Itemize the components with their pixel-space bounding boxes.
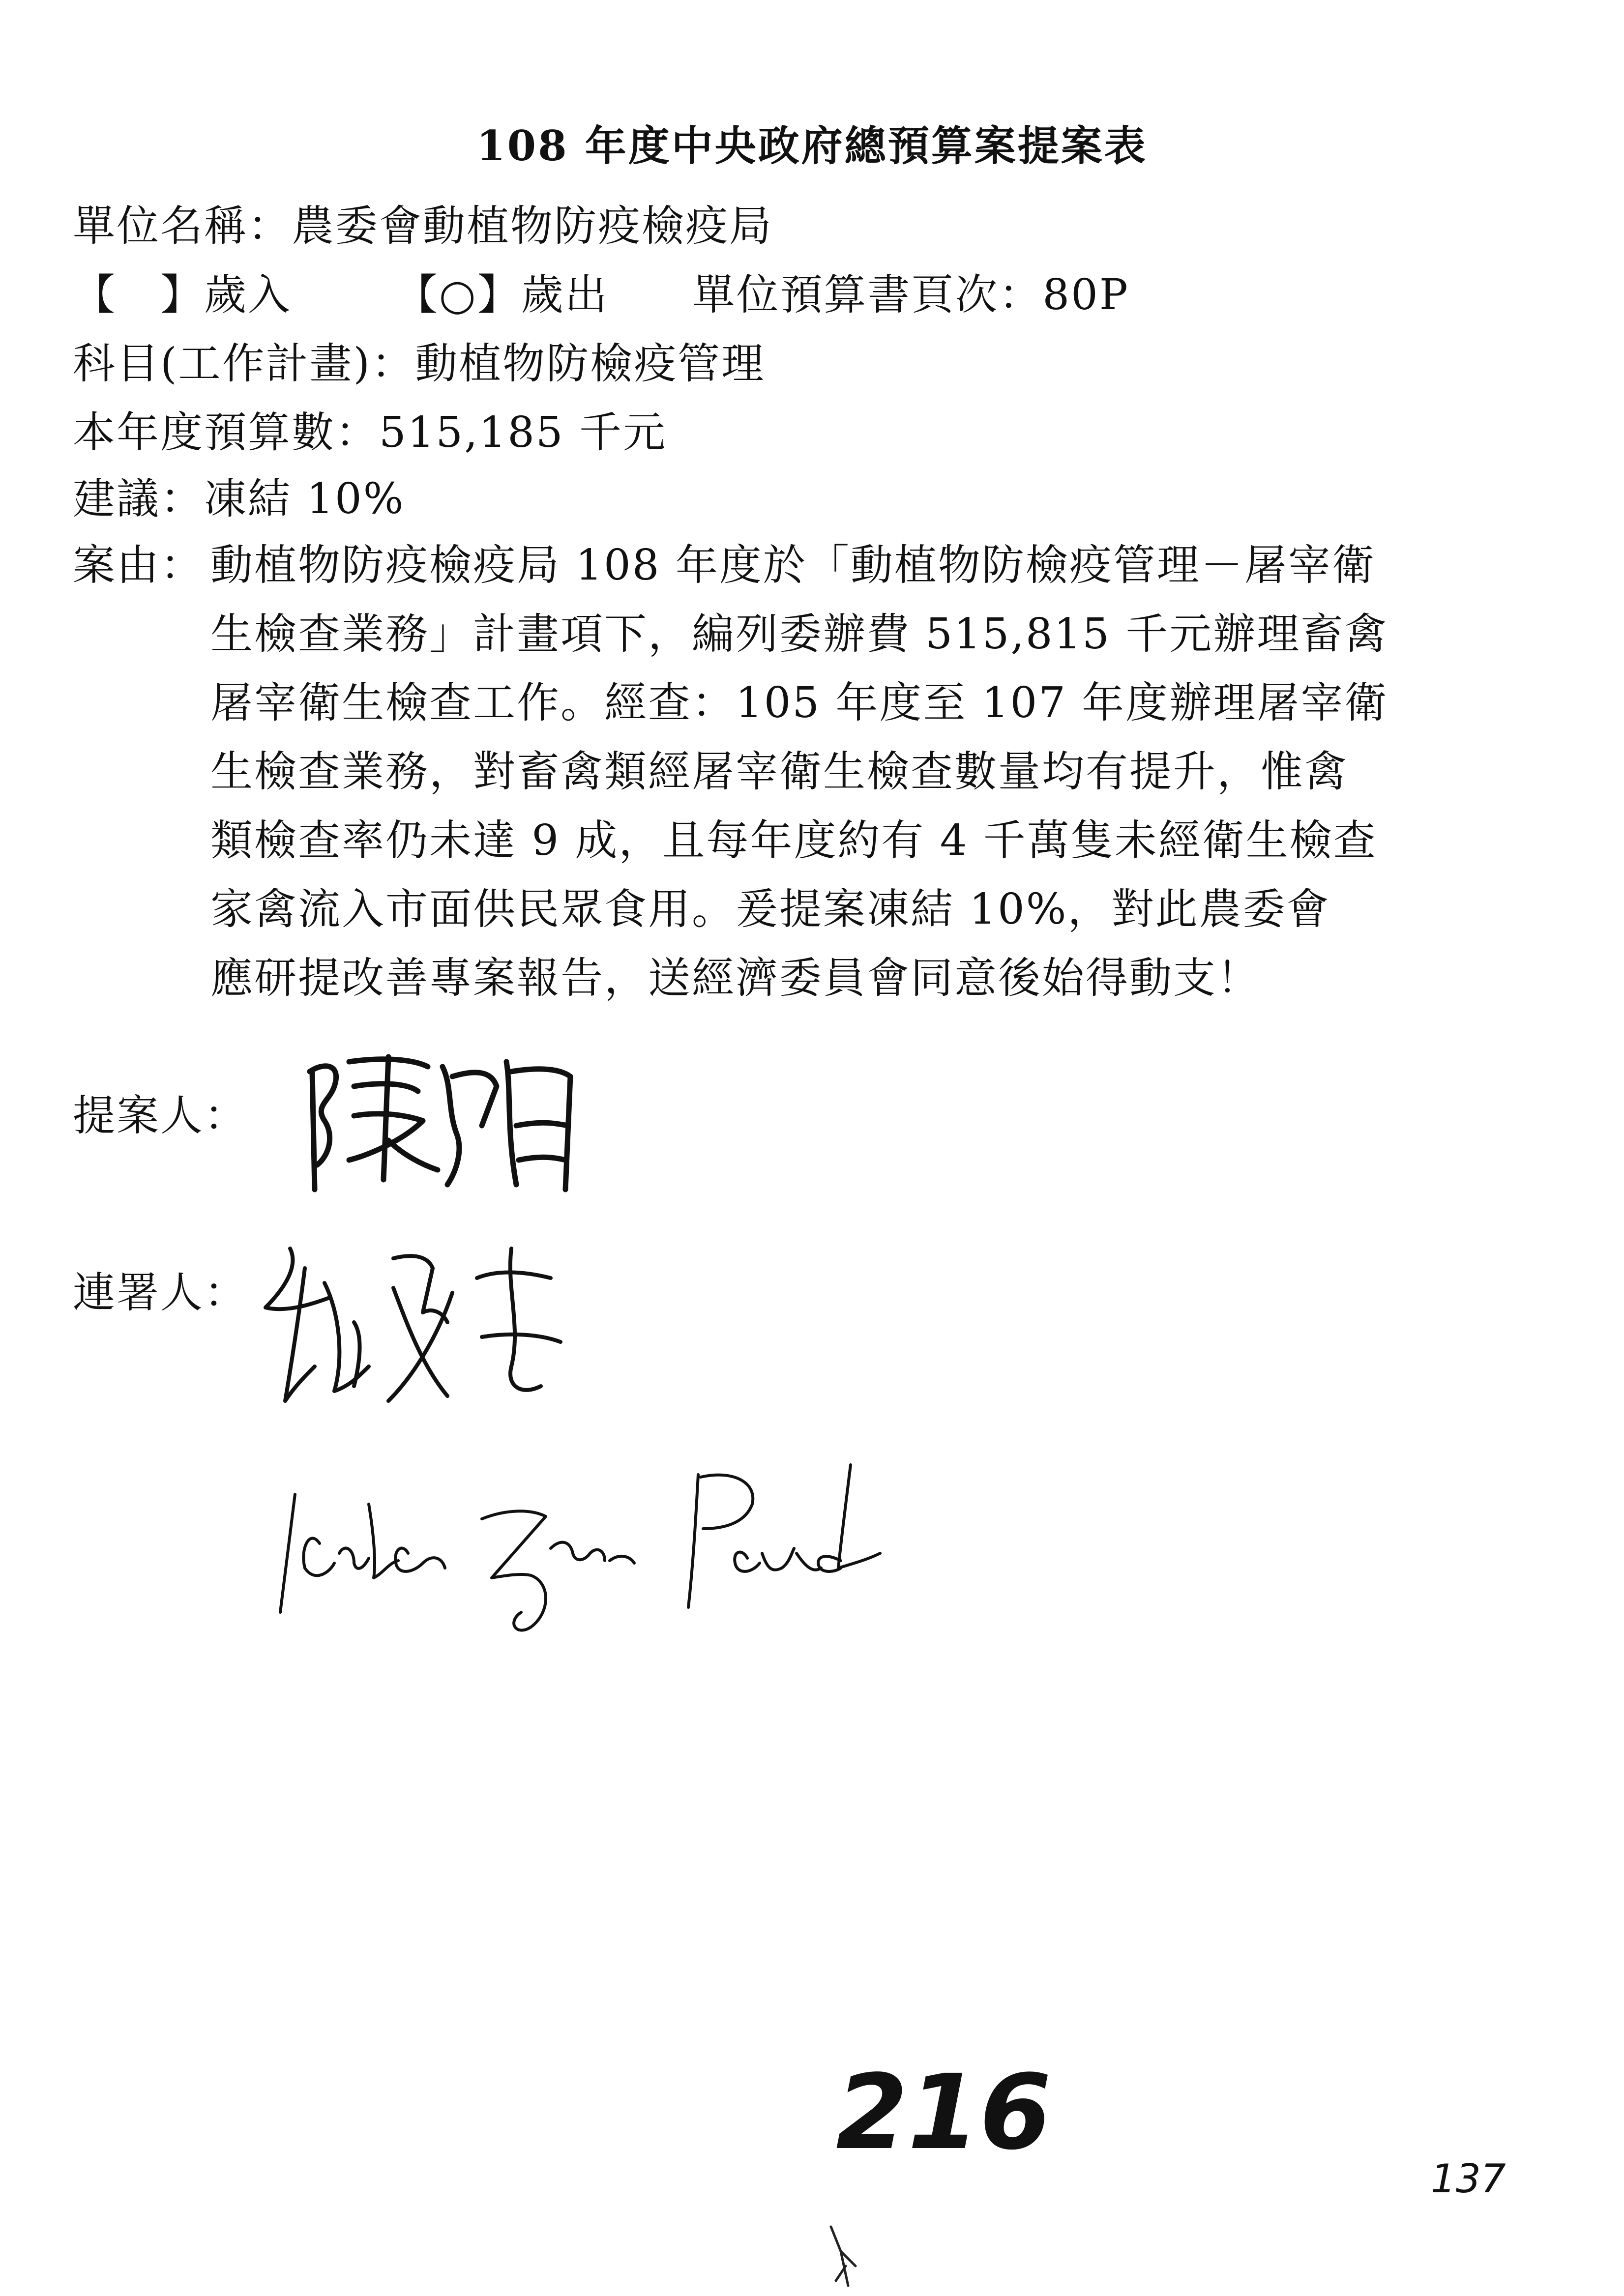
handwritten-corner-number [1426, 2143, 1524, 2212]
subject-line: 科目(工作計畫)：動植物防檢疫管理 [73, 339, 766, 388]
budget-amount-line: 本年度預算數：515,185 千元 [73, 408, 667, 457]
reason-line: 屠宰衛生檢查工作。經查：105 年度至 107 年度辦理屠宰衛 [210, 678, 1388, 727]
revenue-bracket: 【 】歲入 [73, 270, 292, 320]
reason-line: 應研提改善專案報告，送經濟委員會同意後始得動支！ [210, 954, 1261, 1003]
budget-type-line [73, 261, 1129, 321]
proposer-signature [295, 1042, 600, 1209]
suggestion-line: 建議：凍結 10% [73, 474, 405, 523]
reason-line: 家禽流入市面供民眾食用。爰提案凍結 10%，對此農委會 [210, 885, 1330, 934]
proposer-label: 提案人： [73, 1091, 248, 1140]
cosigner-signature-1 [246, 1239, 600, 1445]
svg-text:137: 137 [1431, 2156, 1506, 2202]
cosigner-signature-2 [275, 1455, 1013, 1642]
cosigner-label: 連署人： [73, 1268, 248, 1317]
reason-line: 生檢查業務，對畜禽類經屠宰衛生檢查數量均有提升，惟禽 [210, 747, 1348, 796]
unit-name-line: 單位名稱：農委會動植物防疫檢疫局 [73, 202, 773, 251]
reason-line: 類檢查率仍未達 9 成，且每年度約有 4 千萬隻未經衛生檢查 [210, 816, 1377, 865]
budget-page-ref: 單位預算書頁次：80P [692, 270, 1129, 320]
reason-line: 動植物防疫檢疫局 108 年度於「動植物防檢疫管理－屠宰衛 [210, 541, 1376, 590]
expense-bracket: 【○】歲出 [395, 270, 609, 320]
document-title: 108 年度中央政府總預算案提案表 [476, 121, 1148, 170]
reason-line: 生檢查業務」計畫項下，編列委辦費 515,815 千元辦理畜禽 [210, 610, 1388, 659]
reason-body [210, 531, 1528, 1013]
stray-pen-mark [821, 2222, 880, 2296]
handwritten-page-number [831, 2055, 1057, 2173]
svg-text:216: 216 [836, 2055, 1052, 2173]
reason-label: 案由： [73, 541, 204, 590]
